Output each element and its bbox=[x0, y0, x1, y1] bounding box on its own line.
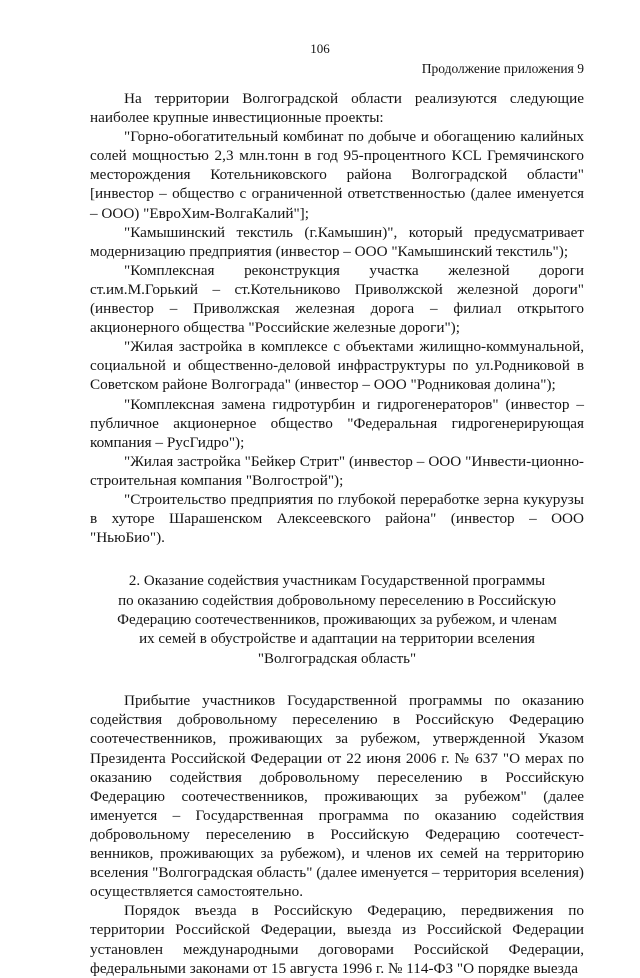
paragraph-intro: На территории Волгоградской области реализуются следующие наиболее крупные инвестиционные проекты: bbox=[90, 90, 584, 127]
spacer bbox=[90, 669, 584, 691]
section-title-line: их семей в обустройстве и адаптации на территории вселения bbox=[139, 631, 535, 648]
section-title-line: "Волгоградская область" bbox=[257, 650, 417, 667]
paragraph-project-6: "Жилая застройка "Бейкер Стрит" (инвестор – ООО "Инвести-ционно-строительная компания "Волгострой"); bbox=[90, 452, 584, 489]
paragraph-project-5: "Комплексная замена гидротурбин и гидрогенераторов" (инвестор – публичное акционерное общество "Федеральная гидрогенерирующая компания – РусГидро"); bbox=[90, 395, 584, 451]
page-number: 106 bbox=[310, 41, 330, 56]
section-title-line: 2. Оказание содействия участникам Государственной программы bbox=[128, 573, 546, 590]
document-body bbox=[90, 89, 584, 978]
paragraph-project-4: "Жилая застройка в комплексе с объектами жилищно-коммунальной, социальной и общественно-деловой инфраструктуры по ул.Родниковой в Советском районе Волгограда" (инвестор – ООО "Родниковая долина"); bbox=[90, 338, 584, 394]
paragraph-project-1: "Горно-обогатительный комбинат по добыче и обогащению калийных солей мощностью 2,3 млн.тонн в год 95-процентного KCL Гремячинского месторождения Котельниковского района Волгоградской области" [инвестор – общество с ограниченной ответственностью (далее именуется – ООО) "ЕвроХим-ВолгаКалий"]; bbox=[90, 128, 584, 222]
paragraph-arrival: Прибытие участников Государственной программы по оказанию содействия добровольному переселению в Российскую Федерацию соотечественников, проживающих за рубежом, утвержденной Указом Президента Российской Федерации от 22 июня 2006 г. № 637 "О мерах по оказанию содействия добровольному переселению в Российскую Федерацию соотечественников, проживающих за рубежом" (далее именуется – Государственная программа по оказанию содействия добровольному переселению в Российскую Федерацию соотечест-венников, проживающих за рубежом), и членов их семей на территорию вселения "Волгоградская область" (далее именуется – территория вселения) осуществляется самостоятельно. bbox=[90, 692, 584, 901]
section-title-line: Федерацию соотечественников, проживающих за рубежом, и членам bbox=[117, 612, 557, 629]
continuation-label: Продолжение приложения 9 bbox=[421, 61, 584, 76]
section-title-line: по оказанию содействия добровольному переселению в Российскую bbox=[118, 592, 556, 609]
section-title bbox=[90, 572, 584, 669]
paragraph-project-7: "Строительство предприятия по глубокой переработке зерна кукурузы в хуторе Шарашенском Алексеевского района" (инвестор – ООО "НьюБио"). bbox=[90, 490, 584, 547]
paragraph-project-2: "Камышинский текстиль (г.Камышин)", который предусматривает модернизацию предприятия (инвестор – ООО "Камышинский текстиль"); bbox=[90, 223, 584, 260]
paragraph-entry-procedure: Порядок въезда в Российскую Федерацию, передвижения по территории Российской Федерации, выезда из Российской Федерации установлен международными договорами Российской Федерации, федеральными законами от 15 августа 1996 г. № 114-ФЗ "О порядке выезда bbox=[90, 902, 584, 977]
paragraph-project-3: "Комплексная реконструкция участка железной дороги ст.им.М.Горький – ст.Котельниково Приволжской железной дороги" (инвестор – Приволжская железная дорога – филиал открытого акционерного общества "Российские железные дороги"); bbox=[90, 261, 584, 337]
